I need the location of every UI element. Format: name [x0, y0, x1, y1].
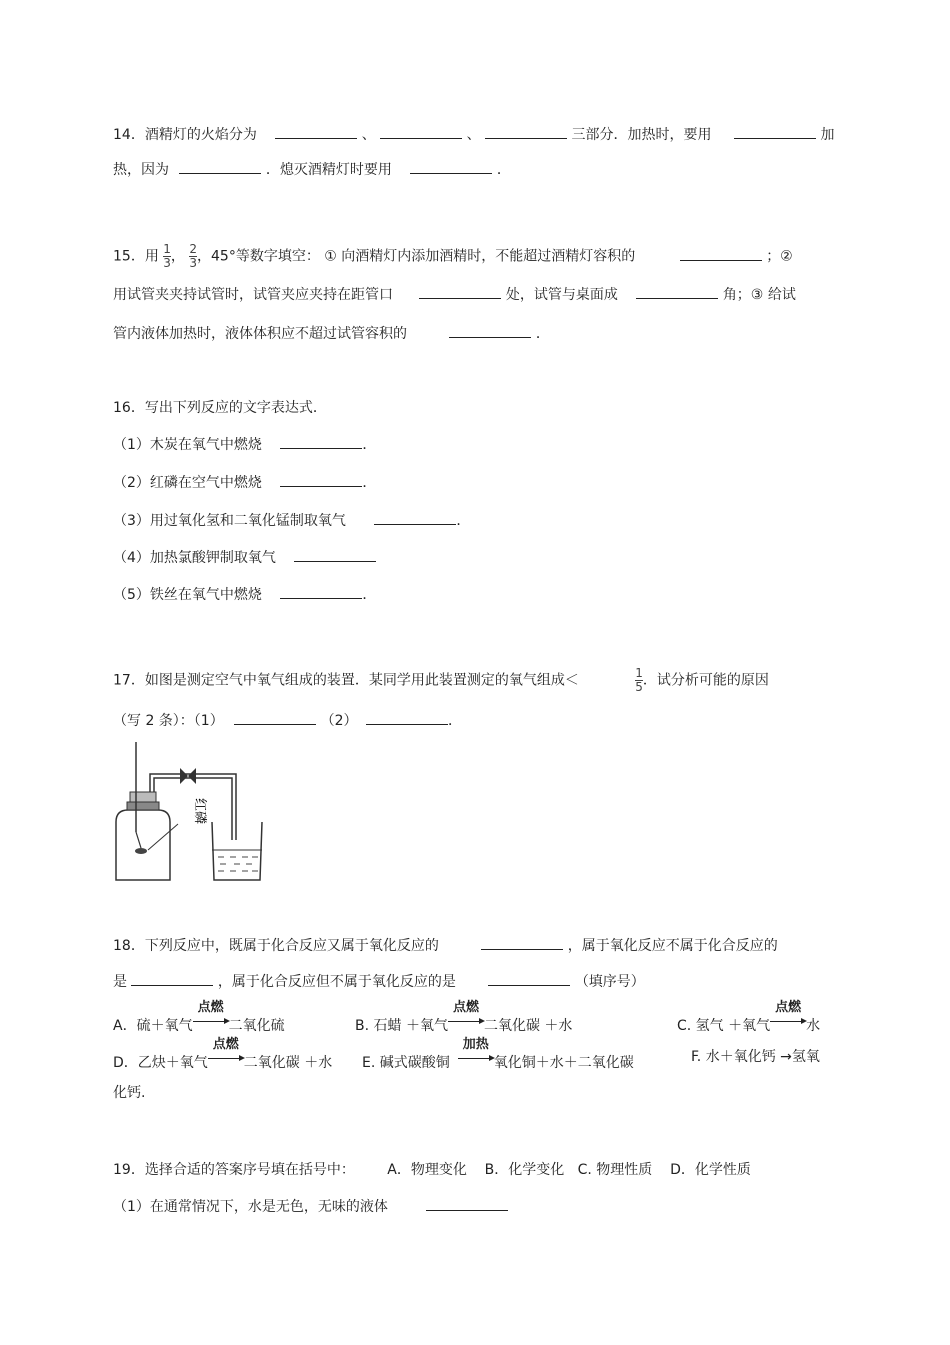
q17-text-d: （2）: [320, 713, 358, 729]
q19-text-b: （1）在通常情况下，水是无色，无味的液体: [113, 1199, 388, 1215]
heat-label: 加热: [462, 1037, 489, 1052]
q18-option-a: A．硫＋氧气 点燃 二氧化硫: [113, 1000, 285, 1034]
q14-blank-2[interactable]: [380, 124, 462, 139]
q15-line3: [113, 323, 550, 344]
q18-option-b: B. 石蜡 ＋氧气 点燃 二氧化碳 ＋水: [355, 1000, 573, 1034]
q18-text-c: 是: [113, 974, 127, 990]
q15-text-d: 用试管夹夹持试管时，试管夹应夹持在距管口: [113, 287, 393, 303]
fraction-one-fifth: $\frac{1}{5}$: [635, 666, 643, 694]
fraction-one-third: $\frac{1}{3}$: [163, 242, 171, 270]
q14-text-f: 热，因为: [113, 162, 169, 178]
q15-text-h: ．: [535, 326, 550, 342]
q14-line2: [113, 159, 511, 180]
q16-blank-5[interactable]: [280, 584, 362, 599]
q16-item-1: （1）木炭在氧气中燃烧 ．: [113, 434, 376, 455]
arrow-icon: [458, 1058, 490, 1059]
arrow-icon: [770, 1021, 802, 1022]
q14-text-d: 三部分．加热时，要用: [571, 127, 712, 143]
q16-blank-1[interactable]: [280, 434, 362, 449]
q15-blank-3[interactable]: [636, 284, 718, 299]
q18-blank-3[interactable]: [488, 971, 570, 986]
q14-blank-1[interactable]: [275, 124, 357, 139]
fraction-two-thirds: $\frac{2}{3}$: [189, 242, 198, 270]
q14-blank-6[interactable]: [410, 159, 492, 174]
q19-text-a: 19．选择合适的答案序号填在括号中：: [113, 1162, 355, 1178]
q16-title: 16．写出下列反应的文字表达式．: [113, 400, 327, 416]
q14-blank-5[interactable]: [179, 159, 261, 174]
q16-item-5: （5）铁丝在氧气中燃烧 ．: [113, 584, 376, 605]
q16-blank-2[interactable]: [280, 472, 362, 487]
red-phosphorus-label: 红磷: [192, 798, 207, 825]
arrow-icon: [193, 1021, 225, 1022]
q17-blank-2[interactable]: [366, 710, 448, 725]
q15-blank-2[interactable]: [419, 284, 501, 299]
q18-option-f-cont: 化钙.: [113, 1085, 146, 1101]
q14-text-c: 、: [466, 127, 481, 143]
stopper-rim: [127, 802, 159, 810]
q18-blank-1[interactable]: [481, 935, 563, 950]
q18-blank-2[interactable]: [131, 971, 213, 986]
clamp-icon: [180, 768, 196, 784]
q18-text-e: （填序号）: [574, 974, 645, 990]
q15-sep: ，: [170, 248, 185, 265]
q15-text-f: 角；③ 给试: [722, 287, 796, 303]
q18-option-c: C. 氢气 ＋氧气 点燃 水: [677, 1000, 821, 1034]
q15-line1: [113, 243, 793, 270]
q19-options: A．物理变化 B．化学变化 C. 物理性质 D．化学性质: [387, 1162, 751, 1178]
q14-text-e: 加: [820, 127, 835, 143]
q18-text-d: ，属于化合反应但不属于氧化反应的是: [217, 974, 456, 990]
q14-line1: [113, 124, 834, 145]
q15-text-a: 15．用: [113, 248, 159, 265]
q15-text-c: ；②: [766, 248, 793, 265]
q17-text-c: （写 2 条）：（1）: [113, 713, 224, 729]
q18-option-f: F. 水＋氧化钙 →氢氧: [691, 1049, 820, 1065]
q15-line2: [113, 284, 796, 305]
q14-text-h: ．: [496, 162, 511, 178]
arrow-icon: [208, 1058, 240, 1059]
q19-blank-1[interactable]: [426, 1196, 508, 1211]
q18-line2: [113, 971, 645, 992]
q19-line1: [113, 1160, 751, 1180]
q18-option-d: D．乙炔＋氧气 点燃 二氧化碳 ＋水: [113, 1037, 333, 1071]
q15-blank-4[interactable]: [449, 323, 531, 338]
q18-text-b: ，属于氧化反应不属于化合反应的: [567, 938, 778, 954]
combustion-spoon: [135, 848, 147, 854]
q14-blank-4[interactable]: [734, 124, 816, 139]
q18-text-a: 18．下列反应中，既属于化合反应又属于氧化反应的: [113, 938, 439, 954]
q14-text-b: 、: [361, 127, 376, 143]
q14-text-a: 14．酒精灯的火焰分为: [113, 127, 257, 143]
q16-blank-4[interactable]: [294, 547, 376, 562]
q17-text-a: 17．如图是测定空气中氧气组成的装置．某同学用此装置测定的氧气组成＜: [113, 672, 579, 689]
q15-text-e: 处，试管与桌面成: [505, 287, 618, 303]
bottle: [116, 810, 170, 880]
q15-text-g: 管内液体加热时，液体体积应不超过试管容积的: [113, 326, 407, 342]
q16-blank-3[interactable]: [374, 510, 456, 525]
q16-item-2: （2）红磷在空气中燃烧 ．: [113, 472, 376, 493]
oxygen-measurement-apparatus: [108, 740, 278, 890]
q15-text-b: ，45°等数字填空： ① 向酒精灯内添加酒精时，不能超过酒精灯容积的: [197, 248, 636, 265]
q17-blank-1[interactable]: [234, 710, 316, 725]
q16-item-3: （3）用过氧化氢和二氧化锰制取氧气 ．: [113, 510, 470, 531]
arrow-icon: [448, 1021, 480, 1022]
q17-line2: （写 2 条）：（1） （2） ．: [113, 710, 462, 731]
q16-item-4: （4）加热氯酸钾制取氧气: [113, 547, 376, 568]
q14-blank-3[interactable]: [485, 124, 567, 139]
q17-text-b: ．试分析可能的原因: [642, 672, 769, 689]
ignite-label: 点燃: [197, 1000, 224, 1015]
q14-text-g: ．熄灭酒精灯时要用: [265, 162, 392, 178]
q18-option-e: E. 碱式碳酸铜 加热 氧化铜＋水＋二氧化碳: [362, 1037, 634, 1071]
q17-line1: [113, 667, 769, 694]
q19-line2: [113, 1196, 508, 1217]
q18-line1: [113, 935, 778, 956]
q15-blank-1[interactable]: [680, 246, 762, 261]
